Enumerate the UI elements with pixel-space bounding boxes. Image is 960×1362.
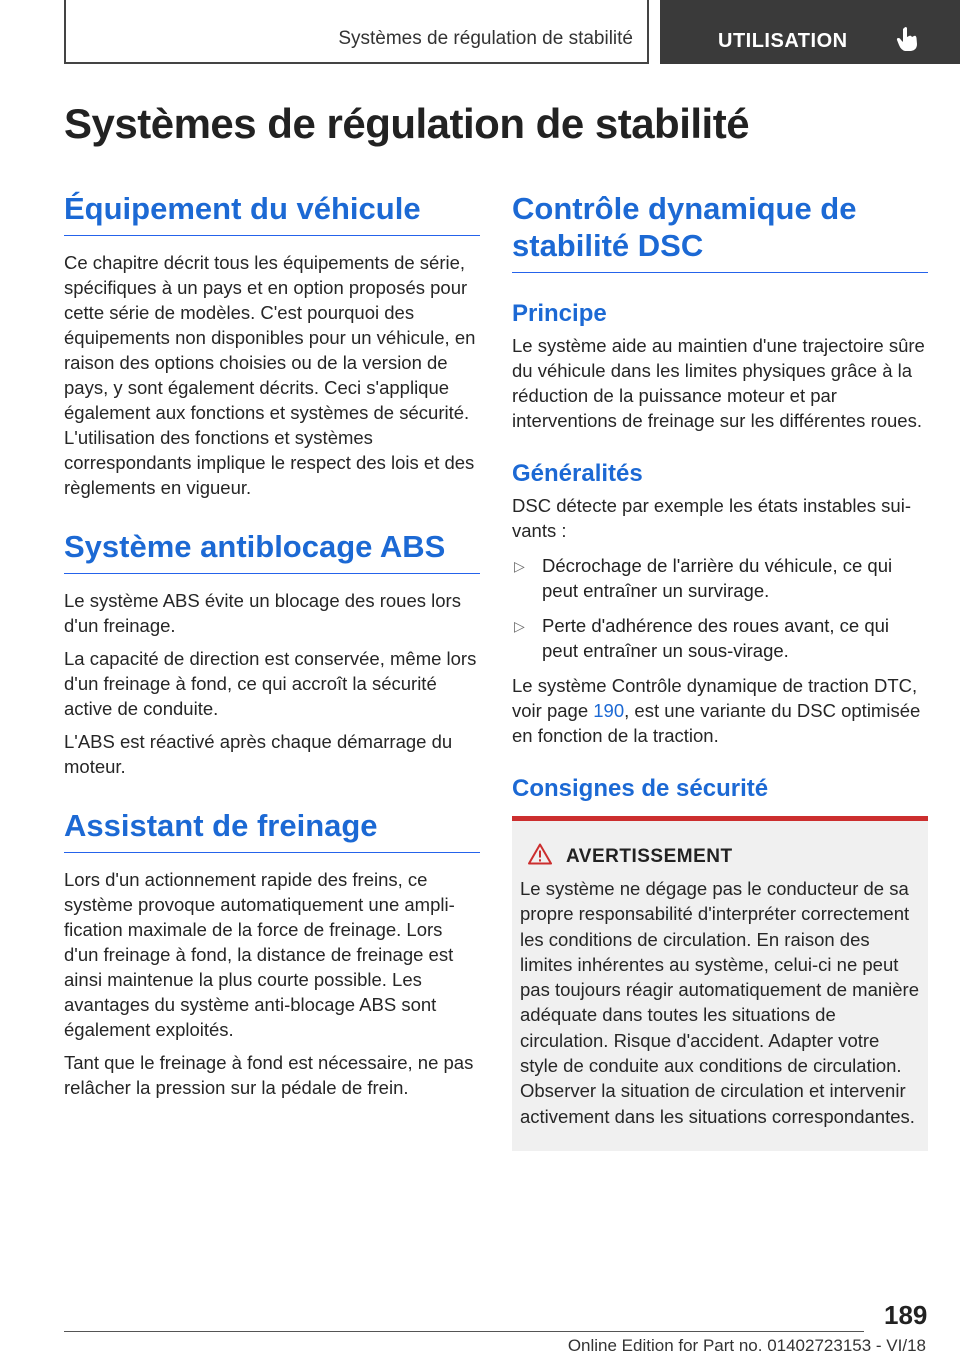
footer-divider [64,1331,864,1332]
abs-paragraph-3: L'ABS est réactivé après chaque démarrage du moteur. [64,731,453,777]
hand-pointer-icon [896,26,918,57]
page-link-190[interactable]: 190 [593,700,625,721]
triangle-bullet-icon: ▷ [514,618,525,634]
header-chapter-box [660,0,960,64]
section-heading-dsc: Contrôle dynamique de stabilité DSC [512,190,928,273]
abs-paragraph-2: La capacité de direction est conservée, même lors d'un freinage à fond, ce qui accroît la sécurité active de conduite. [64,648,477,719]
right-column [512,190,928,1151]
brake-assist-paragraph-1: Lors d'un actionnement rapide des freins, ce système provoque automatiquement une amplification maximale de la force de freinage. Lors d'un freinage à fond, la distance de freinage est ainsi maintenue la plus courte possible. Les avantages du système anti-blocage ABS sont également exploités. [64,869,455,1040]
dtc-text-after: , est une variante du DSC optimisée en fonction de la traction. [512,700,921,746]
subheading-principle: Principe [512,300,607,327]
brake-assist-paragraph-2: Tant que le freinage à fond est nécessaire, ne pas relâcher la pression sur la pédale de frein. [64,1052,474,1098]
list-item [512,613,928,663]
section-heading-abs: Système antiblocage ABS [64,528,480,574]
abs-paragraph-1: Le système ABS évite un blocage des roues lors d'un freinage. [64,590,461,636]
section-heading-brake-assist: Assistant de freinage [64,807,480,853]
page-title: Systèmes de régulation de stabilité [64,100,750,147]
header-chapter-title: UTILISATION [718,30,848,52]
warning-box [512,816,928,1151]
header-section-box [64,0,649,64]
general-text: DSC détecte par exemple les états instables suivants : [512,495,911,541]
principle-text: Le système aide au maintien d'une trajectoire sûre du véhicule dans les limites physiques grâce à la réduction de la puissance moteur et par interventions de freinage sur les différentes roues. [512,335,925,431]
page-number: 189 [884,1300,928,1330]
warning-triangle-icon [528,843,552,870]
bullet-text: Perte d'adhérence des roues avant, ce qui peut entraîner un sous-virage. [542,615,890,661]
warning-title: AVERTISSEMENT [566,845,733,867]
section-heading-equipment: Équipement du véhicule [64,190,480,236]
subheading-general: Généralités [512,460,643,487]
footer-edition: Online Edition for Part no. 01402723153 - VI/18 [567,1336,926,1355]
header-section-title: Systèmes de régulation de stabilité [338,28,633,49]
warning-text: Le système ne dégage pas le conducteur de sa propre responsabilité d'interpréter correctement les conditions de circulation. En raison des limites inhérentes au système, celui-ci ne peut pas toujours réagir automatiquement de manière adéquate dans toutes les situations de circulation. Risque d'accident. Adapter votre style de conduite aux conditions de circulation. Observer la situation de circulation et intervenir activement dans les situations correspondantes. [520,878,920,1127]
dtc-text-before: Le système Contrôle dynamique de traction DTC, voir page [512,675,918,721]
triangle-bullet-icon: ▷ [514,558,525,574]
bullet-text: Décrochage de l'arrière du véhicule, ce qui peut entraîner un survirage. [542,555,893,601]
bullet-list [512,553,928,663]
list-item [512,553,928,603]
left-column [64,190,480,1100]
equipment-text: Ce chapitre décrit tous les équipements de série, spécifiques à un pays et en option proposés pour cette série de modèles. C'est pourquoi des équipements non disponibles pour un véhicule, en raison des options choisies ou de la version de pays, y sont également décrits. Ceci s'applique également aux fonctions et systèmes de sécurité. L'utilisation des fonctions et systèmes correspondants implique le respect des lois et des règlements en vigueur. [64,252,476,498]
warning-header [520,843,920,870]
dtc-paragraph [512,673,928,748]
subheading-safety: Consignes de sécurité [512,775,769,802]
